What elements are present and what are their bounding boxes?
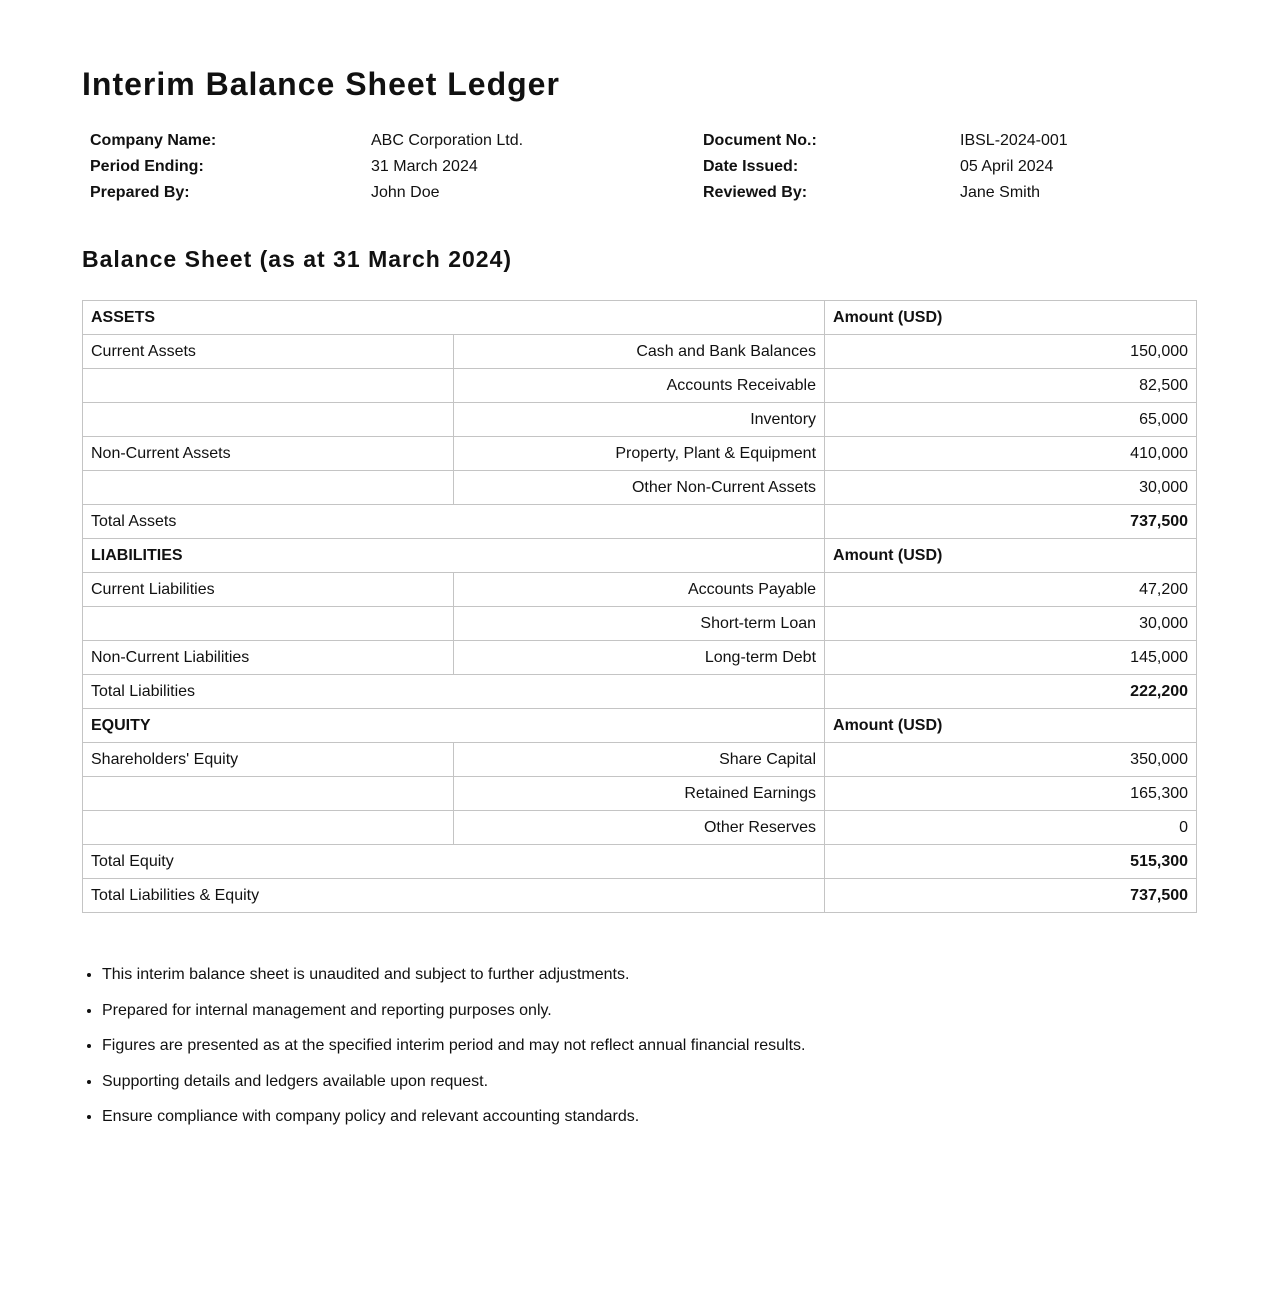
note-item: • Supporting details and ledgers available upon request. bbox=[102, 1071, 806, 1107]
group-cell bbox=[83, 369, 454, 403]
section-header-row bbox=[83, 301, 1197, 335]
total-label: Total Equity bbox=[83, 845, 825, 879]
item-cell: Accounts Payable bbox=[454, 573, 825, 607]
meta-label: Period Ending: bbox=[90, 158, 204, 175]
table-row bbox=[83, 743, 1197, 777]
meta-value: John Doe bbox=[371, 184, 440, 201]
total-value: 737,500 bbox=[825, 505, 1197, 539]
group-cell: Current Assets bbox=[83, 335, 454, 369]
note-item: • Figures are presented as at the specified interim period and may not reflect annual financial results. bbox=[102, 1035, 806, 1071]
table-row bbox=[83, 369, 1197, 403]
total-row bbox=[83, 675, 1197, 709]
group-cell: Current Liabilities bbox=[83, 573, 454, 607]
grand-total-value: 737,500 bbox=[825, 879, 1197, 913]
table-row bbox=[83, 573, 1197, 607]
amount-cell: 65,000 bbox=[825, 403, 1197, 437]
page-title: Interim Balance Sheet Ledger bbox=[82, 66, 560, 102]
amount-cell: 410,000 bbox=[825, 437, 1197, 471]
grand-total-row bbox=[83, 879, 1197, 913]
amount-cell: 145,000 bbox=[825, 641, 1197, 675]
total-row bbox=[83, 845, 1197, 879]
total-value: 222,200 bbox=[825, 675, 1197, 709]
item-cell: Other Non-Current Assets bbox=[454, 471, 825, 505]
item-cell: Accounts Receivable bbox=[454, 369, 825, 403]
amount-cell: 350,000 bbox=[825, 743, 1197, 777]
total-row bbox=[83, 505, 1197, 539]
item-cell: Cash and Bank Balances bbox=[454, 335, 825, 369]
section-header-row bbox=[83, 539, 1197, 573]
section-header: LIABILITIES bbox=[83, 539, 825, 573]
group-cell bbox=[83, 607, 454, 641]
amount-cell: 30,000 bbox=[825, 607, 1197, 641]
item-cell: Long-term Debt bbox=[454, 641, 825, 675]
item-cell: Inventory bbox=[454, 403, 825, 437]
item-cell: Retained Earnings bbox=[454, 777, 825, 811]
total-label: Total Liabilities bbox=[83, 675, 825, 709]
group-cell: Non-Current Assets bbox=[83, 437, 454, 471]
amount-cell: 165,300 bbox=[825, 777, 1197, 811]
amount-cell: 150,000 bbox=[825, 335, 1197, 369]
group-cell bbox=[83, 403, 454, 437]
meta-value: ABC Corporation Ltd. bbox=[371, 132, 524, 149]
table-row bbox=[83, 335, 1197, 369]
meta-row bbox=[90, 184, 1190, 210]
notes-list bbox=[82, 964, 806, 1142]
amount-cell: 0 bbox=[825, 811, 1197, 845]
meta-row bbox=[90, 132, 1190, 158]
group-cell: Non-Current Liabilities bbox=[83, 641, 454, 675]
meta-value: 31 March 2024 bbox=[371, 158, 478, 175]
meta-label: Reviewed By: bbox=[703, 184, 808, 201]
group-cell: Shareholders' Equity bbox=[83, 743, 454, 777]
group-cell bbox=[83, 777, 454, 811]
item-cell: Property, Plant & Equipment bbox=[454, 437, 825, 471]
amount-header: Amount (USD) bbox=[825, 301, 1197, 335]
amount-cell: 30,000 bbox=[825, 471, 1197, 505]
note-item: • Prepared for internal management and reporting purposes only. bbox=[102, 1000, 806, 1036]
table-row bbox=[83, 777, 1197, 811]
table-row bbox=[83, 403, 1197, 437]
section-title: Balance Sheet (as at 31 March 2024) bbox=[82, 246, 513, 272]
meta-label: Date Issued: bbox=[703, 158, 799, 175]
grand-total-label: Total Liabilities & Equity bbox=[83, 879, 825, 913]
table-row bbox=[83, 437, 1197, 471]
meta-value: Jane Smith bbox=[960, 184, 1041, 201]
note-item: • This interim balance sheet is unaudited and subject to further adjustments. bbox=[102, 964, 806, 1000]
amount-header: Amount (USD) bbox=[825, 709, 1197, 743]
section-header: ASSETS bbox=[83, 301, 825, 335]
meta-label: Document No.: bbox=[703, 132, 817, 149]
meta-value: IBSL-2024-001 bbox=[960, 132, 1068, 149]
item-cell: Share Capital bbox=[454, 743, 825, 777]
total-label: Total Assets bbox=[83, 505, 825, 539]
document-meta bbox=[90, 132, 1190, 210]
meta-row bbox=[90, 158, 1190, 184]
group-cell bbox=[83, 811, 454, 845]
meta-value: 05 April 2024 bbox=[960, 158, 1054, 175]
group-cell bbox=[83, 471, 454, 505]
amount-cell: 47,200 bbox=[825, 573, 1197, 607]
item-cell: Short-term Loan bbox=[454, 607, 825, 641]
table-row bbox=[83, 607, 1197, 641]
amount-cell: 82,500 bbox=[825, 369, 1197, 403]
item-cell: Other Reserves bbox=[454, 811, 825, 845]
total-value: 515,300 bbox=[825, 845, 1197, 879]
meta-label: Prepared By: bbox=[90, 184, 190, 201]
section-header: EQUITY bbox=[83, 709, 825, 743]
table-row bbox=[83, 471, 1197, 505]
amount-header: Amount (USD) bbox=[825, 539, 1197, 573]
balance-sheet-table bbox=[82, 300, 1197, 913]
table-row bbox=[83, 641, 1197, 675]
note-item: • Ensure compliance with company policy and relevant accounting standards. bbox=[102, 1106, 806, 1142]
table-row bbox=[83, 811, 1197, 845]
section-header-row bbox=[83, 709, 1197, 743]
meta-label: Company Name: bbox=[90, 132, 217, 149]
